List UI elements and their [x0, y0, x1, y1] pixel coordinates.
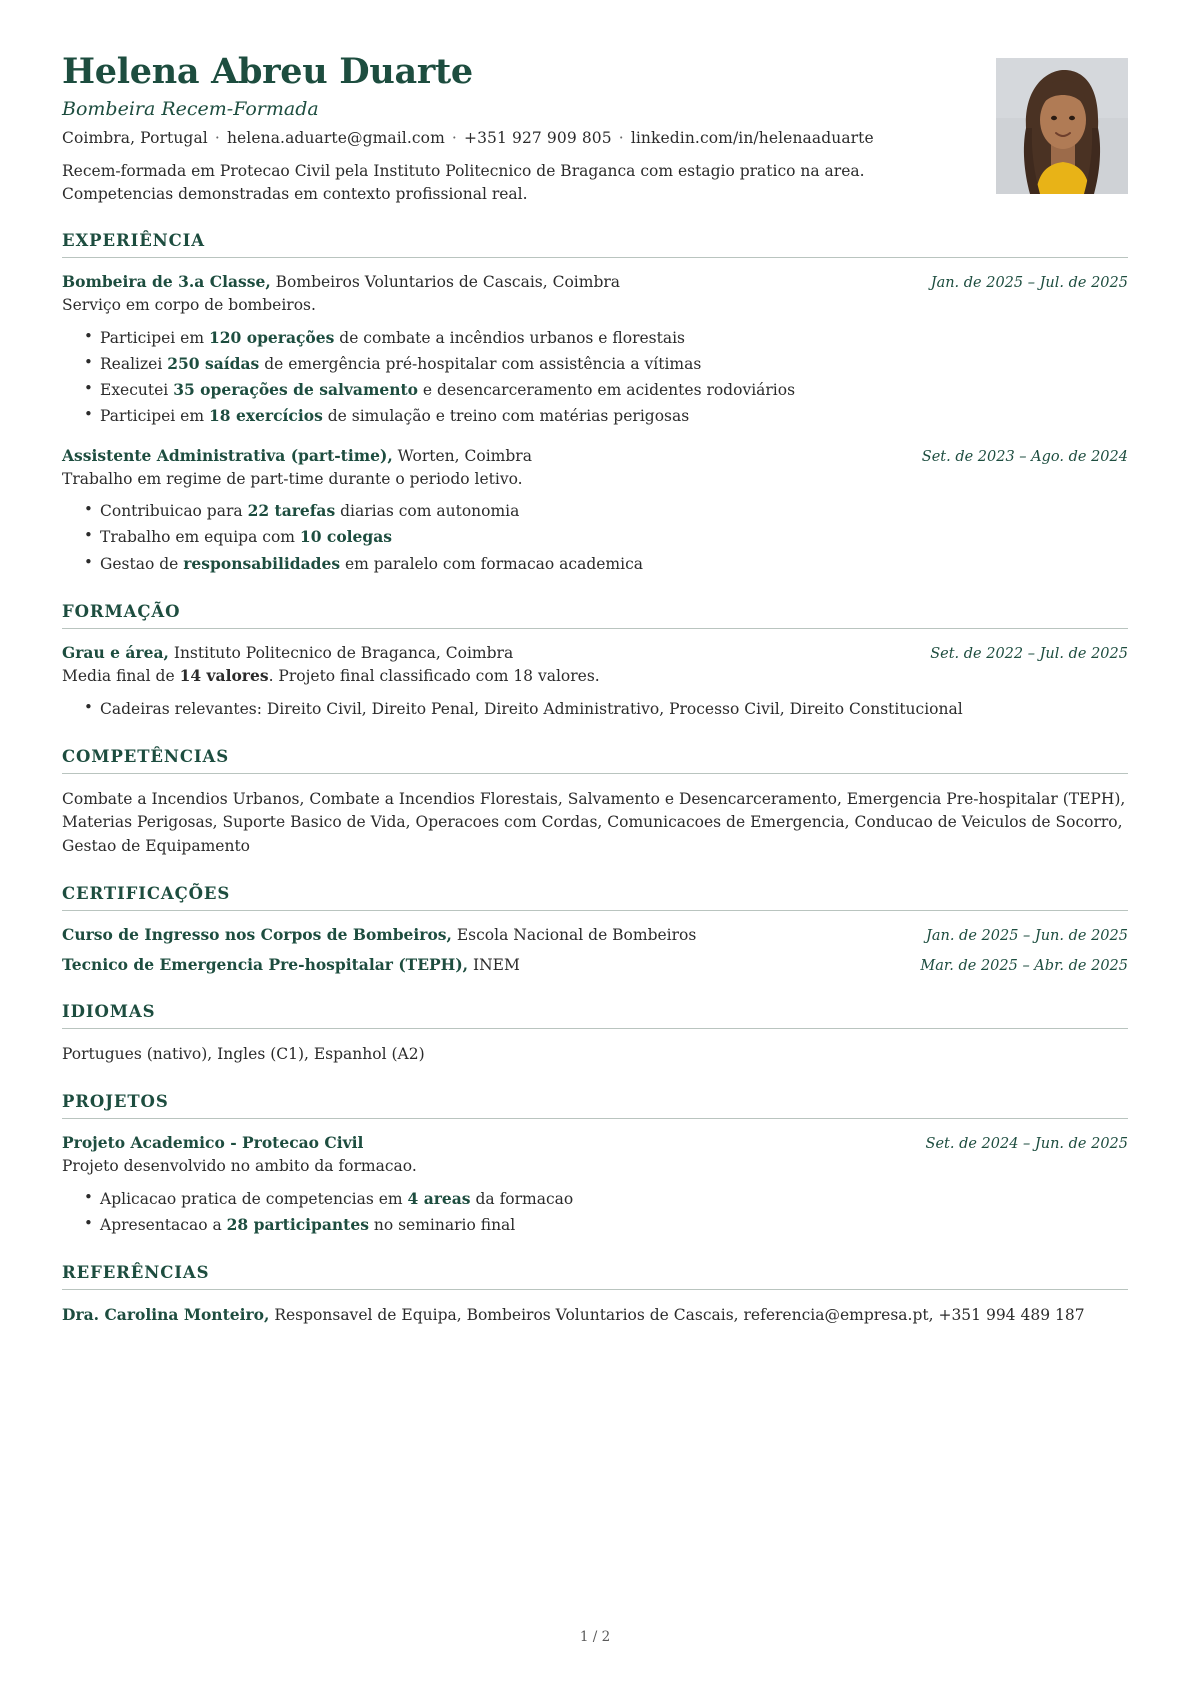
sub-post: . Projeto final classificado com 18 valores.	[268, 667, 600, 686]
section-references	[62, 1263, 1128, 1326]
entry-title	[62, 272, 620, 293]
entry-header	[62, 1133, 1128, 1154]
reference-name: Dra. Carolina Monteiro,	[62, 1304, 270, 1324]
certification-row	[62, 925, 1128, 946]
section-title-projects: PROJETOS	[62, 1092, 1128, 1119]
bullet-highlight: responsabilidades	[183, 553, 341, 573]
entry-header	[62, 272, 1128, 293]
entry-bullets	[62, 499, 1128, 575]
list-item	[84, 499, 1128, 523]
entry-company: Worten, Coimbra	[397, 446, 532, 465]
contact-line	[62, 129, 1128, 147]
bullet-post: de simulação e treino com matérias perigosas	[322, 406, 690, 425]
page-footer	[0, 1629, 1190, 1645]
bullet-pre: Participei em	[100, 328, 209, 347]
bullet-pre: Cadeiras relevantes: Direito Civil, Direito Penal, Direito Administrativo, Processo Civil, Direito Constitucional	[100, 700, 963, 719]
entry-company: Bombeiros Voluntarios de Cascais, Coimbra	[275, 273, 621, 292]
bullet-post: de combate a incêndios urbanos e florestais	[334, 328, 685, 347]
entry-subtitle: Projeto desenvolvido no ambito da formacao.	[62, 1156, 417, 1175]
section-skills	[62, 747, 1128, 858]
page-title: Helena Abreu Duarte	[62, 51, 473, 92]
bullet-post: no seminario final	[368, 1215, 516, 1234]
page-number: 1 / 2	[579, 1629, 611, 1645]
list-item	[84, 552, 1128, 576]
entry-date: Jan. de 2025 – Jul. de 2025	[930, 275, 1128, 292]
reference-line	[62, 1304, 1128, 1326]
contact-separator: ·	[613, 129, 629, 148]
entry-date: Set. de 2023 – Ago. de 2024	[921, 448, 1128, 465]
list-item	[84, 1187, 1128, 1211]
avatar-image	[996, 58, 1128, 194]
languages-text: Portugues (nativo), Ingles (C1), Espanhol (A2)	[62, 1044, 425, 1063]
section-title-skills: COMPETÊNCIAS	[62, 747, 1128, 774]
bullet-pre: Apresentacao a	[100, 1215, 227, 1234]
section-projects	[62, 1092, 1128, 1237]
bullet-pre: Realizei	[100, 354, 168, 373]
certification-name: Tecnico de Emergencia Pre-hospitalar (TEPH),	[62, 954, 469, 974]
sub-pre: Media final de	[62, 667, 180, 686]
contact-email[interactable]: helena.aduarte@gmail.com	[226, 129, 445, 148]
certification-date: Mar. de 2025 – Abr. de 2025	[920, 957, 1128, 974]
bullet-pre: Participei em	[100, 406, 209, 425]
bullet-highlight: 22 tarefas	[247, 501, 336, 521]
entry-header	[62, 446, 1128, 467]
experience-entry	[62, 446, 1128, 576]
section-title-certifications: CERTIFICAÇÕES	[62, 884, 1128, 911]
sub-highlight: 14 valores	[179, 666, 269, 686]
entry-title	[62, 643, 513, 664]
certification-name: Curso de Ingresso nos Corpos de Bombeiros,	[62, 924, 452, 944]
summary-text: Recem-formada em Protecao Civil pela Instituto Politecnico de Braganca com estagio pratico na area. Competencias demonstradas em contexto profissional real.	[62, 162, 865, 203]
entry-header	[62, 643, 1128, 664]
certification-issuer: Escola Nacional de Bombeiros	[456, 925, 697, 944]
bullet-post: e desencarceramento em acidentes rodoviários	[418, 380, 796, 399]
bullet-highlight: 4 areas	[407, 1188, 471, 1208]
list-item	[84, 697, 1128, 721]
bullet-pre: Executei	[100, 380, 174, 399]
experience-entry	[62, 272, 1128, 428]
bullet-highlight: 10 colegas	[299, 527, 393, 547]
entry-bullets	[62, 697, 1128, 721]
entry-institution: Instituto Politecnico de Braganca, Coimbra	[173, 643, 514, 662]
contact-linkedin[interactable]: linkedin.com/in/helenaaduarte	[630, 129, 874, 148]
entry-date: Set. de 2022 – Jul. de 2025	[930, 645, 1128, 662]
entry-role: Bombeira de 3.a Classe,	[62, 272, 271, 292]
section-title-education: FORMAÇÃO	[62, 602, 1128, 629]
bullet-post: diarias com autonomia	[335, 502, 520, 521]
certification-issuer: INEM	[472, 955, 520, 974]
bullet-highlight: 18 exercícios	[208, 405, 323, 425]
contact-separator: ·	[209, 129, 225, 148]
certification-title	[62, 925, 696, 946]
project-name: Projeto Academico - Protecao Civil	[62, 1132, 364, 1152]
project-entry	[62, 1133, 1128, 1237]
entry-bullets	[62, 326, 1128, 428]
bullet-highlight: 250 saídas	[167, 353, 260, 373]
contact-separator: ·	[446, 129, 462, 148]
section-certifications	[62, 884, 1128, 976]
bullet-pre: Aplicacao pratica de competencias em	[100, 1189, 408, 1208]
entry-subtitle: Trabalho em regime de part-time durante o periodo letivo.	[62, 469, 523, 488]
bullet-pre: Gestao de	[100, 554, 184, 573]
certification-date: Jan. de 2025 – Jun. de 2025	[926, 927, 1128, 944]
entry-date: Set. de 2024 – Jun. de 2025	[925, 1135, 1128, 1152]
bullet-post: de emergência pré-hospitalar com assistência a vítimas	[259, 354, 702, 373]
skills-text: Combate a Incendios Urbanos, Combate a Incendios Florestais, Salvamento e Desencarceramento, Emergencia Pre-hospitalar (TEPH), Materias Perigosas, Suporte Basico de Vida, Operacoes com Cordas, Comunicacoes de Emergencia, Conducao de Veiculos de Socorro, Gestao de Equipamento	[62, 790, 1126, 855]
entry-role: Assistente Administrativa (part-time),	[62, 445, 393, 465]
avatar	[996, 58, 1128, 194]
bullet-post: da formacao	[470, 1189, 574, 1208]
bullet-highlight: 35 operações de salvamento	[173, 379, 418, 399]
entry-degree: Grau e área,	[62, 642, 169, 662]
bullet-highlight: 120 operações	[208, 327, 335, 347]
list-item	[84, 326, 1128, 350]
contact-location: Coimbra, Portugal	[62, 129, 208, 148]
section-education	[62, 602, 1128, 722]
bullet-pre: Contribuicao para	[100, 502, 248, 521]
list-item	[84, 378, 1128, 402]
section-title-references: REFERÊNCIAS	[62, 1263, 1128, 1290]
list-item	[84, 404, 1128, 428]
resume-header	[62, 52, 1128, 205]
contact-phone[interactable]: +351 927 909 805	[464, 129, 612, 148]
entry-title	[62, 1133, 363, 1154]
job-title: Bombeira Recem-Formada	[62, 98, 319, 121]
entry-title	[62, 446, 532, 467]
list-item	[84, 1213, 1128, 1237]
certification-title	[62, 955, 520, 976]
list-item	[84, 525, 1128, 549]
section-languages	[62, 1002, 1128, 1066]
section-experience	[62, 231, 1128, 575]
section-title-experience: EXPERIÊNCIA	[62, 231, 1128, 258]
certification-row	[62, 955, 1128, 976]
entry-subtitle: Serviço em corpo de bombeiros.	[62, 296, 316, 315]
reference-details: Responsavel de Equipa, Bombeiros Voluntarios de Cascais, referencia@empresa.pt, +351 994 489 187	[274, 1305, 1085, 1324]
bullet-post: em paralelo com formacao academica	[340, 554, 644, 573]
bullet-highlight: 28 participantes	[226, 1214, 369, 1234]
bullet-pre: Trabalho em equipa com	[100, 528, 300, 547]
section-title-languages: IDIOMAS	[62, 1002, 1128, 1029]
entry-bullets	[62, 1187, 1128, 1237]
list-item	[84, 352, 1128, 376]
entry-subtitle	[62, 665, 1128, 688]
education-entry	[62, 643, 1128, 722]
